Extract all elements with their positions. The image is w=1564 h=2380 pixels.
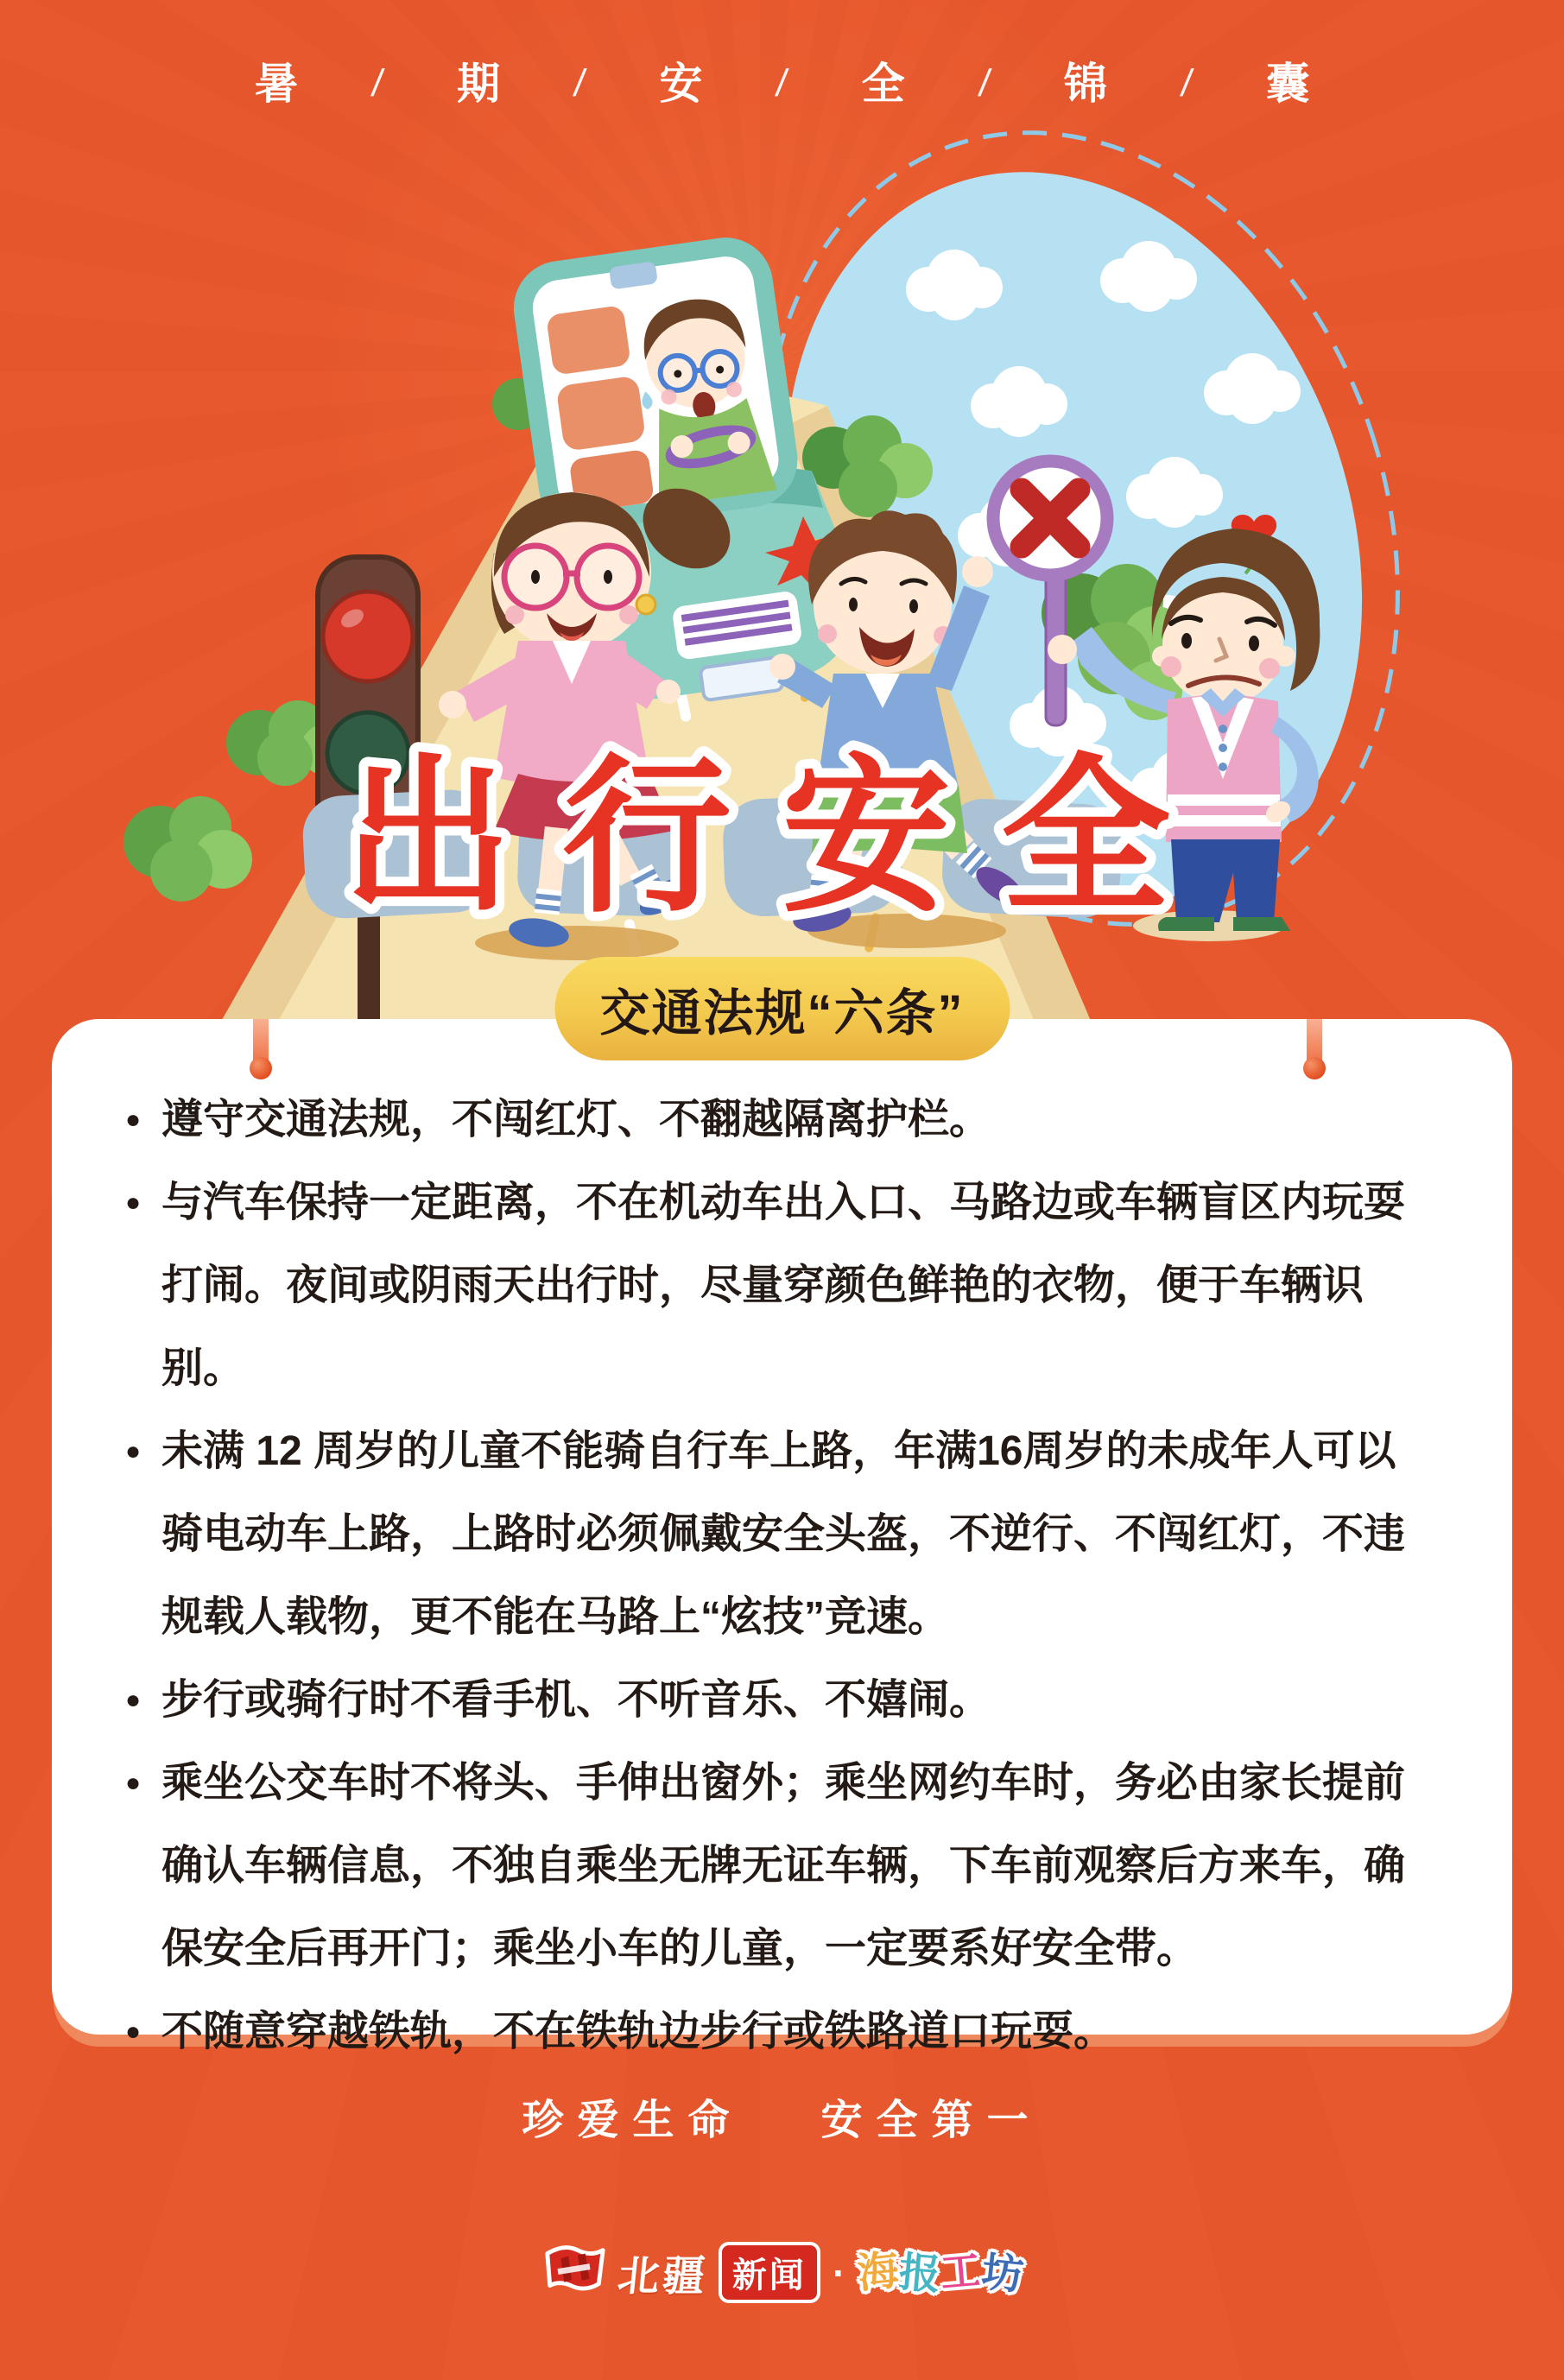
publisher-logo [0,2242,1564,2303]
page-title: 出行安全 [342,743,1221,932]
header-char: 全 [861,60,905,108]
card-pin-icon [253,1019,269,1069]
rule-text: 不随意穿越铁轨，不在铁轨边步行或铁路道口玩耍。 [161,2009,1116,2054]
brand3-char: 报 [896,2249,943,2299]
slash-separator: / [774,62,791,104]
rule-item [125,1742,1431,1991]
flag-icon [541,2243,608,2303]
rule-text: 遵守交通法规，不闯红灯、不翻越隔离护栏。 [161,1097,991,1143]
bullet-dot-icon: ● [125,1686,142,1714]
badge-label: 交通法规“六条” [599,985,965,1041]
slash-separator: / [571,62,588,104]
slash-separator: / [976,62,993,104]
card-pin-icon [1307,1019,1322,1069]
brand-name-1: 北疆 [615,2254,711,2300]
bush-icon [123,796,252,902]
bullet-dot-icon: ● [125,1437,142,1465]
slash-separator: / [369,62,386,104]
brand-name-2: 新闻 [719,2242,820,2303]
header-char: 锦 [1063,60,1107,108]
slogan-part1: 珍爱生命 [522,2098,744,2143]
rule-text: 乘坐公交车时不将头、手伸出窗外；乘坐网约车时，务必由家长提前确认车辆信息，不独自乘坐无牌无证车辆，下车前观察后方来车，确保安全后再开门；乘坐小车的儿童，一定要系好安全带。 [161,1760,1406,1972]
header-char: 暑 [254,60,298,108]
rule-item [125,1410,1431,1659]
brand-name-3 [855,2247,1026,2299]
rule-item [125,1991,1431,2073]
rules-card [52,1019,1512,2054]
traffic-scene-illustration [0,0,1564,1079]
slogan [0,2095,1564,2147]
bullet-dot-icon: ● [125,1105,142,1134]
slash-separator: / [1178,62,1195,104]
rule-item [125,1659,1431,1742]
dot-separator: · [832,2250,846,2295]
slogan-part2: 安全第一 [820,2098,1042,2143]
header-strip [0,60,1564,108]
bullet-dot-icon: ● [125,2017,142,2046]
header-char: 期 [457,60,501,108]
section-badge [554,957,1010,1060]
rule-text: 步行或骑行时不看手机、不听音乐、不嬉闹。 [161,1677,991,1723]
brand3-char: 工 [938,2247,985,2297]
bullet-dot-icon: ● [125,1188,142,1217]
bullet-dot-icon: ● [125,1769,142,1797]
rule-item [125,1162,1431,1410]
header-char: 安 [659,60,703,108]
header-char: 囊 [1266,60,1310,108]
rules-list [125,1079,1431,2073]
rule-text: 未满 12 周岁的儿童不能骑自行车上路，年满16周岁的未成年人可以骑电动车上路，上路时必须佩戴安全头盔，不逆行、不闯红灯，不违规载人载物，更不能在马路上“炫技”竞速。 [161,1428,1406,1640]
brand3-char: 海 [855,2247,902,2297]
rule-item [125,1079,1431,1162]
brand3-char: 坊 [979,2249,1026,2299]
rule-text: 与汽车保持一定距离，不在机动车出入口、马路边或车辆盲区内玩耍打闹。夜间或阴雨天出行时，尽量穿颜色鲜艳的衣物，便于车辆识别。 [161,1180,1406,1391]
